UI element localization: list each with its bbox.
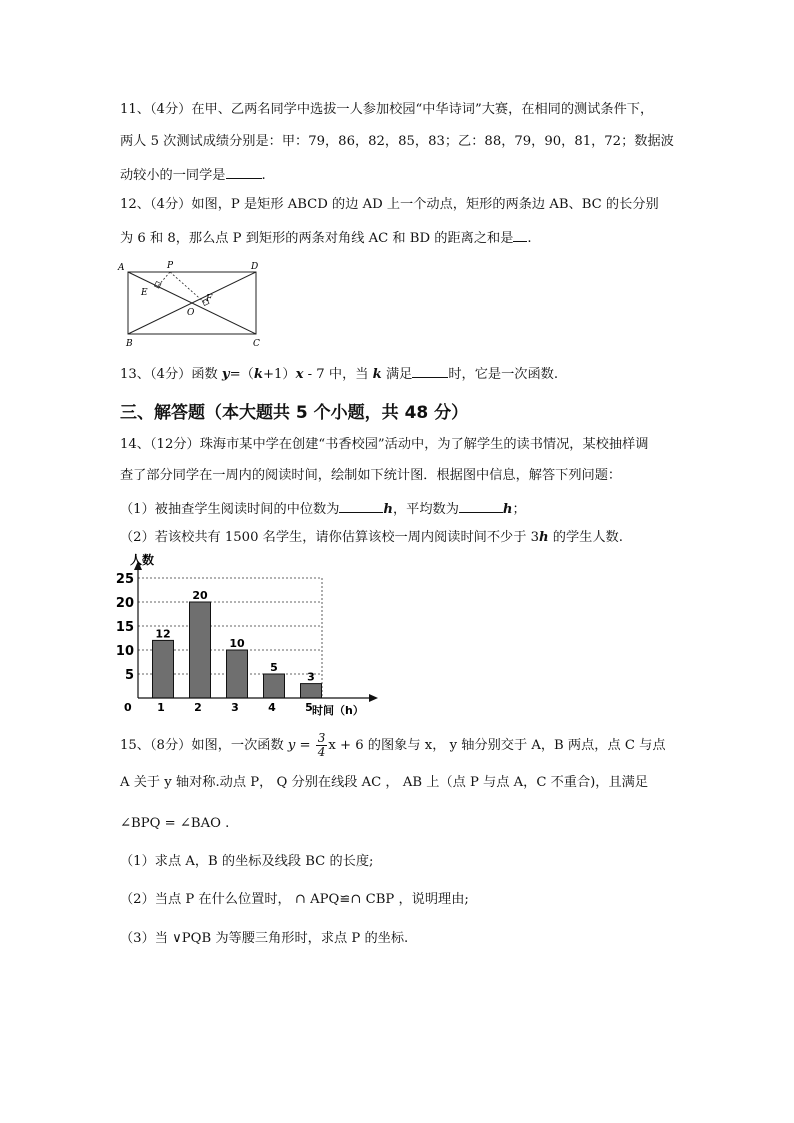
q14-line-1: 14、（12分）珠海市某中学在创建“书香校园”活动中，为了解学生的读书情况，某校抽样调 bbox=[120, 437, 649, 452]
q14-sub-1-end: ； bbox=[512, 502, 526, 517]
q12-answer-blank[interactable] bbox=[513, 227, 527, 242]
segment-pf bbox=[170, 272, 206, 304]
x-axis-arrow bbox=[369, 694, 378, 702]
bar-data-label: 3 bbox=[307, 670, 315, 684]
q14-sub-2 bbox=[120, 529, 623, 547]
q11-answer-blank[interactable] bbox=[226, 164, 262, 179]
label-d: D bbox=[251, 262, 259, 272]
q13-var-x: x bbox=[295, 367, 304, 382]
q13-mid: - 7 中，当 bbox=[303, 367, 373, 382]
q15-eq: = bbox=[295, 738, 315, 753]
q11-line-3 bbox=[120, 164, 266, 185]
q12-line-2 bbox=[120, 227, 532, 248]
q13-end: 时，它是一次函数. bbox=[448, 367, 559, 382]
q14-median-blank[interactable] bbox=[339, 498, 383, 513]
q14-sub-2-end: 的学生人数. bbox=[548, 530, 623, 545]
q14-line-2: 查了部分同学在一周内的阅读时间，绘制如下统计图．根据图中信息，解答下列问题： bbox=[120, 468, 622, 483]
x-axis-label: 时间（h） bbox=[312, 704, 364, 717]
bar-data-label: 20 bbox=[192, 589, 208, 602]
q14-sub-2-pre: （2）若该校共有 1500 名学生，请你估算该校一周内阅读时间不少于 3 bbox=[120, 530, 539, 545]
x-tick-label: 2 bbox=[194, 701, 202, 714]
q15-fraction bbox=[316, 732, 328, 759]
bar bbox=[264, 674, 285, 698]
q15-line-1 bbox=[120, 732, 666, 760]
q11-line-1: 11、（4分）在甲、乙两名同学中选拔一人参加校园“中华诗词”大赛，在相同的测试条件下， bbox=[120, 102, 654, 117]
q13-answer-blank[interactable] bbox=[412, 363, 448, 378]
q15-var-y: y bbox=[287, 738, 296, 753]
bar-data-label: 10 bbox=[229, 637, 245, 650]
q12-line-1: 12、（4分）如图，P 是矩形 ABCD 的边 AD 上一个动点，矩形的两条边 AB、BC 的长分别 bbox=[120, 197, 659, 212]
label-c: C bbox=[253, 339, 260, 349]
q11-line-2: 两人 5 次测试成绩分别是：甲：79，86，82，85，83；乙：88，79，90，81，72；数据波 bbox=[120, 134, 674, 149]
reading-time-bar-chart bbox=[112, 552, 382, 722]
q15-sub-3: （3）当 ∨PQB 为等腰三角形时，求点 P 的坐标. bbox=[120, 931, 409, 946]
x-tick-label: 5 bbox=[305, 701, 313, 714]
segment-pe bbox=[157, 272, 170, 287]
q15-line-2: A 关于 y 轴对称.动点 P， Q 分别在线段 AC ， AB 上（点 P 与点 A，C 不重合)，且满足 bbox=[120, 775, 649, 790]
q14-unit-h-2: h bbox=[502, 502, 513, 517]
q14-unit-h-1: h bbox=[383, 502, 393, 517]
q15-line-1-pre: 15、（8分）如图，一次函数 bbox=[120, 738, 288, 753]
x-tick-label: 4 bbox=[268, 701, 276, 714]
y-axis-label: 人数 bbox=[130, 553, 155, 567]
section-3-heading: 三、解答题（本大题共 5 个小题，共 48 分） bbox=[120, 403, 469, 423]
y-tick-label: 10 bbox=[115, 644, 134, 659]
bar bbox=[301, 684, 322, 698]
q15-line-3: ∠BPQ = ∠BAO . bbox=[120, 816, 230, 831]
label-o: O bbox=[187, 308, 195, 318]
q13-eq: =（ bbox=[229, 367, 254, 382]
y-tick-label: 20 bbox=[115, 596, 134, 611]
q14-unit-h-3: h bbox=[538, 530, 549, 545]
label-e: E bbox=[141, 288, 148, 298]
q12-line-2-end: . bbox=[527, 231, 532, 246]
q13-var-k: k bbox=[253, 367, 263, 382]
q14-sub-1 bbox=[120, 498, 526, 519]
q15-fraction-denominator: 4 bbox=[317, 745, 326, 759]
bar bbox=[227, 650, 248, 698]
x-tick-label: 3 bbox=[231, 701, 239, 714]
q13-plus: +1） bbox=[262, 367, 296, 382]
y-tick-label: 25 bbox=[115, 572, 134, 587]
q14-sub-1-pre: （1）被抽查学生阅读时间的中位数为 bbox=[120, 502, 340, 517]
q15-line-1-rest: x + 6 的图象与 x， y 轴分别交于 A，B 两点，点 C 与点 bbox=[328, 738, 666, 753]
q12-rectangle-figure bbox=[112, 258, 270, 350]
q14-sub-1-mid: ，平均数为 bbox=[392, 502, 459, 517]
label-f: F bbox=[206, 294, 213, 304]
x-tick-label: 1 bbox=[157, 701, 165, 714]
label-p: P bbox=[167, 261, 174, 271]
q15-sub-1: （1）求点 A，B 的坐标及线段 BC 的长度; bbox=[120, 854, 374, 869]
bar-data-label: 5 bbox=[270, 661, 278, 674]
q13-var-k2: k bbox=[372, 367, 382, 382]
q15-sub-2: （2）当点 P 在什么位置时， ∩ APQ≌∩ CBP ，说明理由; bbox=[120, 892, 469, 907]
q13-prefix: 13、（4分）函数 bbox=[120, 367, 222, 382]
origin-label: 0 bbox=[124, 701, 132, 714]
q11-line-3-text: 动较小的一同学是 bbox=[120, 168, 226, 183]
bar bbox=[153, 640, 174, 698]
bar bbox=[190, 602, 211, 698]
y-tick-label: 5 bbox=[124, 668, 134, 683]
q13-line bbox=[120, 363, 558, 384]
q13-var-y: y bbox=[221, 367, 230, 382]
q15-fraction-numerator: 3 bbox=[317, 731, 326, 745]
q13-cond: 满足 bbox=[381, 367, 413, 382]
label-a: A bbox=[118, 263, 125, 273]
q11-line-3-end: . bbox=[261, 168, 266, 183]
q12-line-2-text: 为 6 和 8，那么点 P 到矩形的两条对角线 AC 和 BD 的距离之和是 bbox=[120, 231, 514, 246]
y-tick-label: 15 bbox=[115, 620, 134, 635]
bar-data-label: 12 bbox=[155, 627, 171, 641]
q14-mean-blank[interactable] bbox=[459, 498, 503, 513]
label-b: B bbox=[126, 339, 133, 349]
